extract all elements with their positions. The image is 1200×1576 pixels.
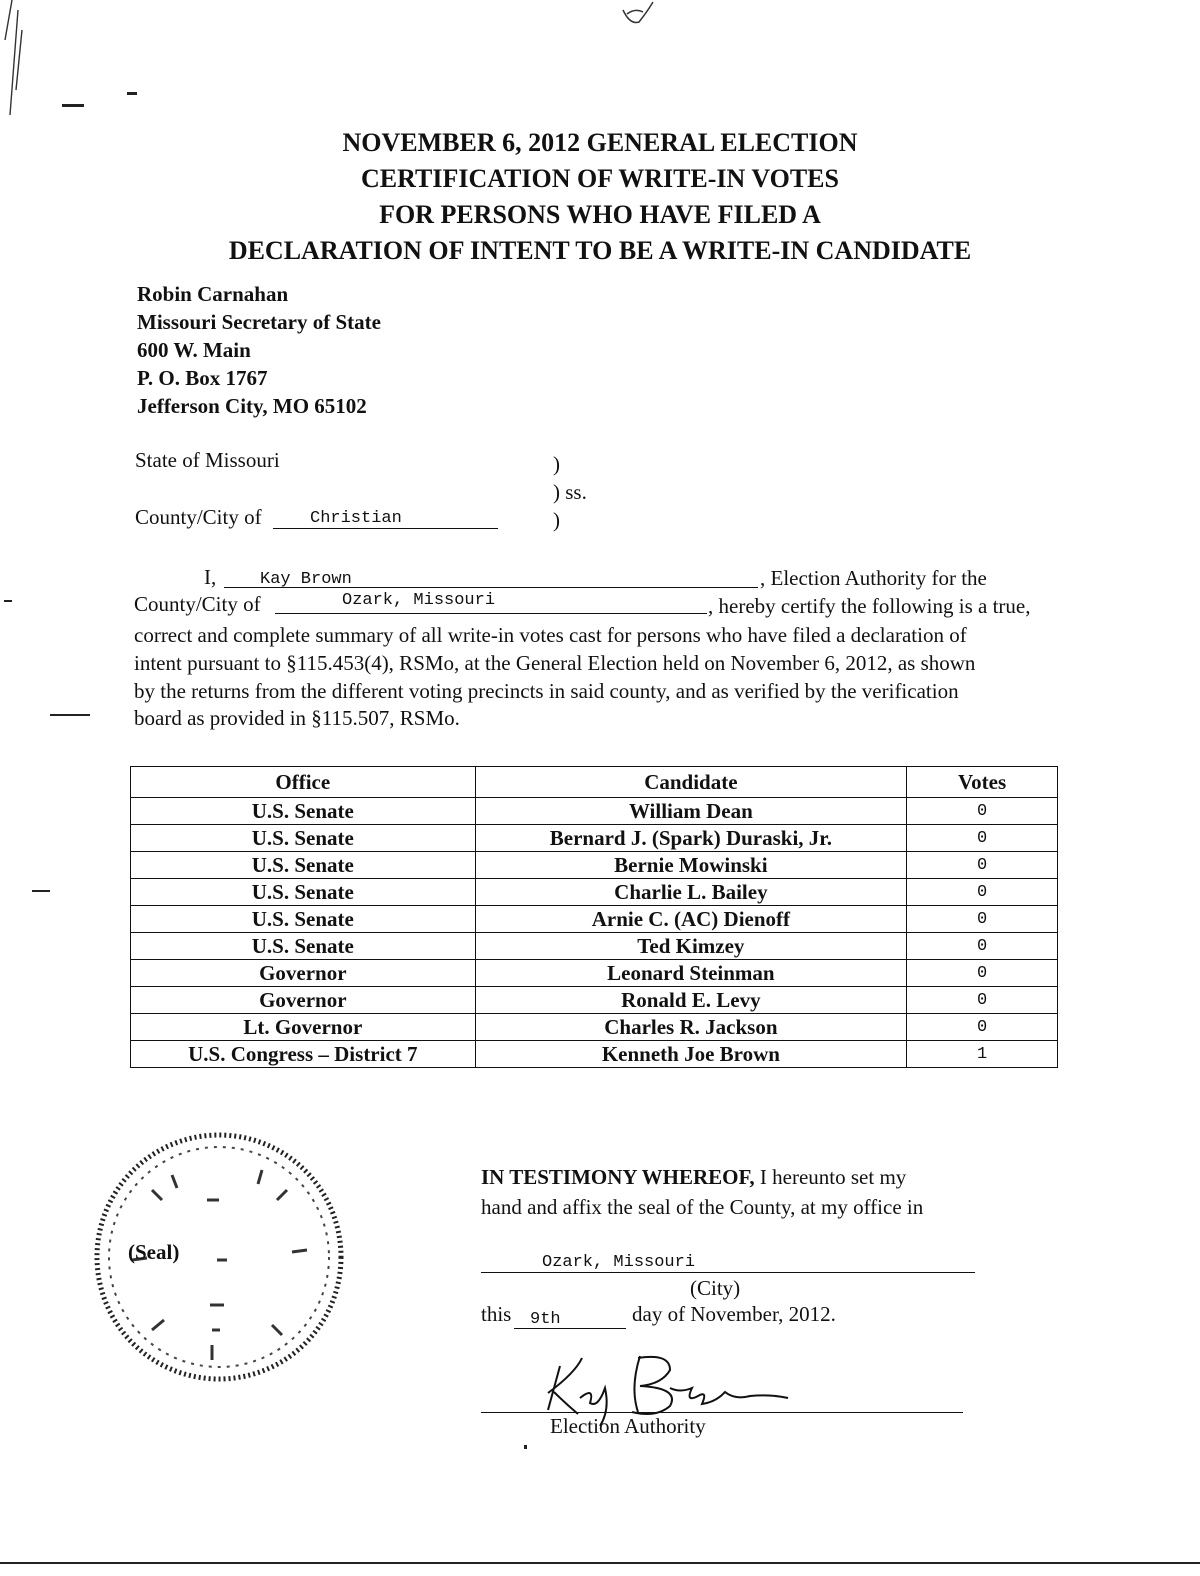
scan-speck xyxy=(127,92,137,95)
scan-speck xyxy=(4,600,12,602)
day-underline xyxy=(514,1306,626,1329)
candidate-cell: Kenneth Joe Brown xyxy=(475,1041,907,1068)
cert-line-3: correct and complete summary of all write-in votes cast for persons who have filed a declaration of xyxy=(134,623,967,647)
cert-line-4: intent pursuant to §115.453(4), RSMo, at the General Election held on November 6, 2012, as shown xyxy=(134,651,976,675)
office-cell: U.S. Senate xyxy=(131,879,476,906)
candidate-cell: Charlie L. Bailey xyxy=(475,879,907,906)
table-row xyxy=(131,879,1058,906)
cert-after-name: , Election Authority for the xyxy=(760,566,987,590)
table-row xyxy=(131,825,1058,852)
office-cell: U.S. Senate xyxy=(131,825,476,852)
office-header: Office xyxy=(131,767,476,798)
cert-county-label: County/City of xyxy=(134,592,261,616)
candidate-cell: Charles R. Jackson xyxy=(475,1014,907,1041)
title-line-1: NOVEMBER 6, 2012 GENERAL ELECTION xyxy=(342,128,858,157)
table-row xyxy=(131,960,1058,987)
state-label: State of Missouri xyxy=(135,448,280,472)
county-label: County/City of xyxy=(135,505,262,529)
votes-cell: 0 xyxy=(907,879,1058,906)
candidate-cell: Arnie C. (AC) Dienoff xyxy=(475,906,907,933)
votes-cell: 0 xyxy=(907,960,1058,987)
cert-county-underline xyxy=(275,590,707,614)
election-authority-label: Election Authority xyxy=(550,1414,706,1438)
city-label: (City) xyxy=(690,1276,741,1300)
candidate-cell: Bernie Mowinski xyxy=(475,852,907,879)
scan-speck xyxy=(62,104,84,107)
authority-name-field: Kay Brown xyxy=(260,570,352,589)
title-line-3: FOR PERSONS WHO HAVE FILED A xyxy=(379,200,821,229)
authority-name-underline xyxy=(224,565,758,588)
scan-speck xyxy=(32,890,50,892)
recipient-office: Missouri Secretary of State xyxy=(137,310,381,334)
candidate-cell: Ted Kimzey xyxy=(475,933,907,960)
recipient-name: Robin Carnahan xyxy=(137,282,289,306)
day-rest: day of November, 2012. xyxy=(632,1302,836,1326)
office-cell: Governor xyxy=(131,960,476,987)
table-row xyxy=(131,933,1058,960)
write-in-votes-table xyxy=(130,766,1058,1068)
venue-paren-1: ) xyxy=(553,452,560,476)
city-field: Ozark, Missouri xyxy=(542,1253,696,1272)
day-field: 9th xyxy=(530,1310,561,1329)
candidate-cell: Leonard Steinman xyxy=(475,960,907,987)
office-cell: U.S. Senate xyxy=(131,798,476,825)
votes-cell: 0 xyxy=(907,933,1058,960)
office-cell: U.S. Senate xyxy=(131,933,476,960)
candidate-header: Candidate xyxy=(475,767,907,798)
scan-speck xyxy=(50,714,90,716)
county-underline xyxy=(273,504,498,529)
county-field: Christian xyxy=(310,509,402,528)
table-row xyxy=(131,987,1058,1014)
seal-label: (Seal) xyxy=(128,1240,180,1264)
votes-cell: 0 xyxy=(907,987,1058,1014)
testimony-text-1: I hereunto set my xyxy=(754,1165,907,1189)
table-row xyxy=(131,798,1058,825)
document-title xyxy=(0,125,1200,269)
recipient-address xyxy=(137,280,381,420)
cert-line-5: by the returns from the different voting precincts in said county, and as verified by the verification xyxy=(134,679,959,703)
scan-bottom-edge xyxy=(0,1562,1200,1564)
candidate-cell: Bernard J. (Spark) Duraski, Jr. xyxy=(475,825,907,852)
title-line-2: CERTIFICATION OF WRITE-IN VOTES xyxy=(361,164,839,193)
votes-cell: 0 xyxy=(907,798,1058,825)
table-row xyxy=(131,906,1058,933)
cert-line-6: board as provided in §115.507, RSMo. xyxy=(134,706,460,730)
candidate-cell: Ronald E. Levy xyxy=(475,987,907,1014)
recipient-street: 600 W. Main xyxy=(137,338,251,362)
votes-cell: 1 xyxy=(907,1041,1058,1068)
office-cell: Governor xyxy=(131,987,476,1014)
testimony-block xyxy=(481,1162,1041,1222)
testimony-text-2: hand and affix the seal of the County, at my office in xyxy=(481,1195,924,1219)
votes-header: Votes xyxy=(907,767,1058,798)
venue-paren-ss: ) ss. xyxy=(553,480,587,504)
signature-line xyxy=(481,1390,963,1413)
votes-cell: 0 xyxy=(907,1014,1058,1041)
recipient-city: Jefferson City, MO 65102 xyxy=(137,394,367,418)
office-cell: Lt. Governor xyxy=(131,1014,476,1041)
cert-after-county: , hereby certify the following is a true, xyxy=(708,594,1031,618)
table-row xyxy=(131,1041,1058,1068)
city-underline xyxy=(481,1250,975,1273)
office-cell: U.S. Congress – District 7 xyxy=(131,1041,476,1068)
scan-speck xyxy=(524,1445,527,1449)
votes-cell: 0 xyxy=(907,852,1058,879)
table-row xyxy=(131,1014,1058,1041)
this-label: this xyxy=(481,1302,512,1326)
table-header-row xyxy=(131,767,1058,798)
candidate-cell: William Dean xyxy=(475,798,907,825)
table-row xyxy=(131,852,1058,879)
office-cell: U.S. Senate xyxy=(131,852,476,879)
votes-cell: 0 xyxy=(907,906,1058,933)
office-cell: U.S. Senate xyxy=(131,906,476,933)
cert-county-field: Ozark, Missouri xyxy=(342,591,496,610)
scan-edge-marks xyxy=(0,0,40,130)
venue-paren-3: ) xyxy=(553,508,560,532)
title-line-4: DECLARATION OF INTENT TO BE A WRITE-IN CANDIDATE xyxy=(228,236,972,265)
check-mark-icon xyxy=(615,0,665,35)
recipient-po-box: P. O. Box 1767 xyxy=(137,366,268,390)
cert-i-label: I, xyxy=(204,565,217,589)
votes-cell: 0 xyxy=(907,825,1058,852)
testimony-bold: IN TESTIMONY WHEREOF, xyxy=(481,1165,755,1189)
